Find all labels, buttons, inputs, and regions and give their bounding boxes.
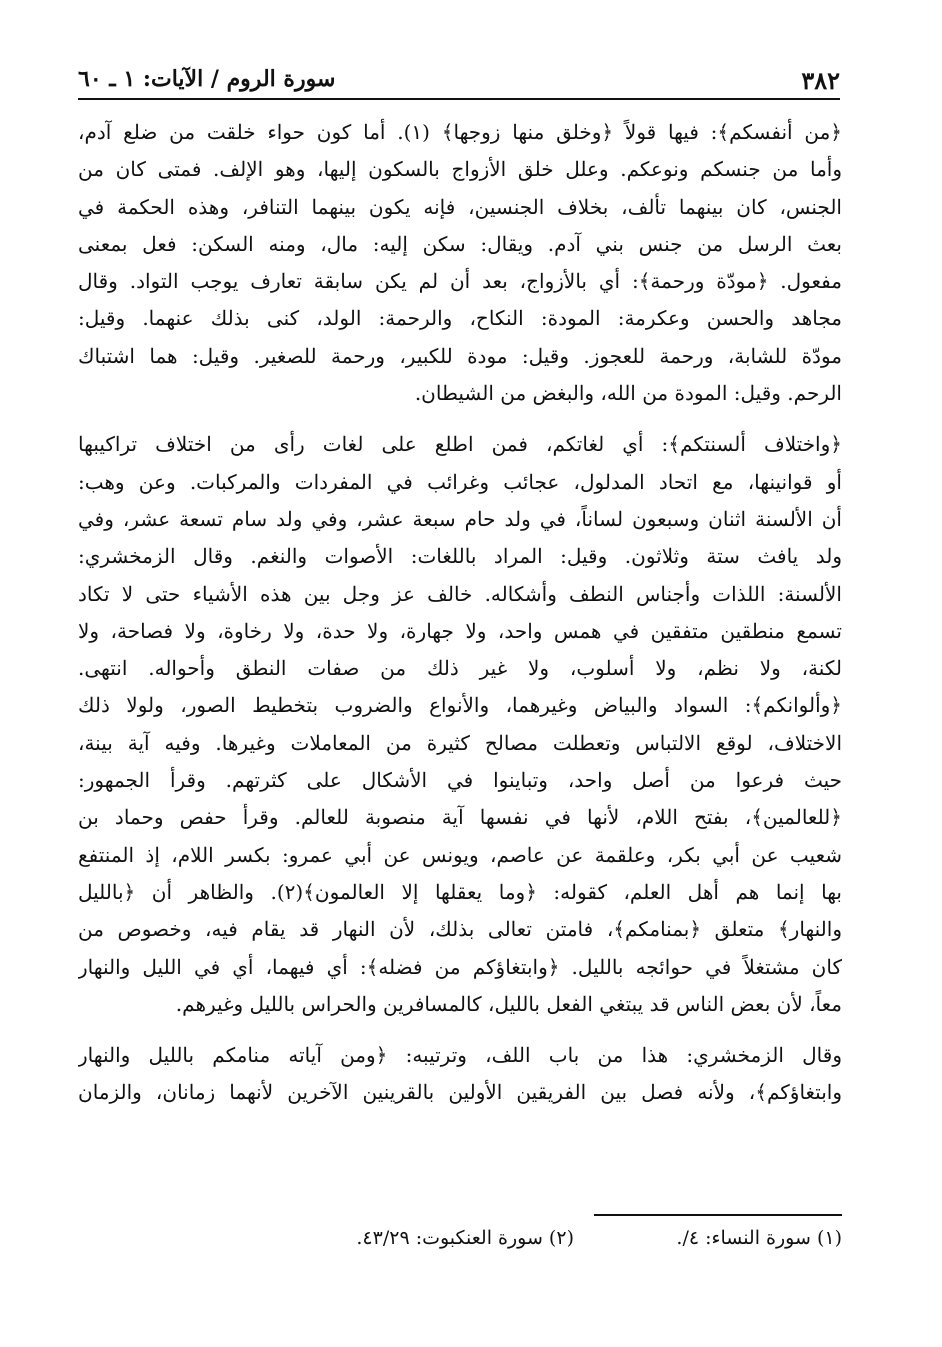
page-header	[78, 64, 840, 100]
text-line: تسمع منطقين متفقين في همس واحد، ولا جهارة، ولا حدة، ولا رخاوة، ولا فصاحة، ولا	[78, 618, 842, 643]
running-title: سورة الروم / الآيات: ١ ـ ٦٠	[78, 66, 336, 92]
text-line: مودّة للشابة، ورحمة للعجوز. وقيل: مودة للكبير، ورحمة للصغير. وقيل: هما اشتباك	[78, 343, 842, 368]
text-line: أن الألسنة اثنان وسبعون لساناً، في ولد حام سبعة عشر، وفي ولد سام تسعة عشر، وفي	[78, 506, 842, 531]
footnote-1: (١) سورة النساء: ٤/.	[676, 1227, 842, 1249]
text-line: لكنة، ولا نظم، ولا أسلوب، ولا غير ذلك من صفات النطق وأحواله. انتهى.	[78, 656, 842, 681]
footnote-divider	[594, 1214, 842, 1216]
text-line: الألسنة: اللذات وأجناس النطف وأشكاله. خالف عز وجل بين هذه الأشياء حتى لا تكاد	[78, 581, 842, 606]
text-line: الجنس، كان بينهما تألف، بخلاف الجنسين، فإنه يكون بينهما التنافر، وهذه الحكمة في	[78, 194, 842, 219]
text-line: أو قوانينها، مع اتحاد المدلول، عجائب وغرائب في المفردات والمركبات. وعن وهب:	[78, 469, 842, 494]
page-number: ٣٨٢	[801, 66, 840, 95]
text-line: الرحم. وقيل: المودة من الله، والبغض من الشيطان.	[414, 381, 842, 406]
text-line: شعيب عن أبي بكر، وعلقمة عن عاصم، ويونس عن أبي عمرو: بكسر اللام، إذ المنتفع	[78, 842, 842, 867]
text-line: الاختلاف، لوقع الالتباس وتعطلت مصالح كثيرة من المعاملات وغيرها. وفيه آية بينة،	[78, 730, 842, 755]
text-line: وأما من جنسكم ونوعكم. وعلل خلق الأزواج بالسكون إليها، وهو الإلف. فمتى كان من	[78, 157, 842, 182]
text-line: مجاهد والحسن وعكرمة: المودة: النكاح، والرحمة: الولد، كنى بذلك عنهما. وقيل:	[78, 306, 842, 331]
body-text	[78, 114, 842, 1112]
text-line: بعث الرسل من جنس بني آدم. ويقال: سكن إليه: مال، ومنه السكن: فعل بمعنى	[78, 231, 842, 256]
footnotes	[200, 1222, 842, 1254]
text-line: معاً، لأن بعض الناس قد يبتغي الفعل بالليل، كالمسافرين والحراس بالليل وغيرهم.	[175, 991, 842, 1016]
text-line: وابتغاؤكم﴾، ولأنه فصل بين الفريقين الأولين بالقرينين الآخرين لأنهما زمانان، والزمان	[78, 1080, 842, 1105]
text-line: والنهار﴾ متعلق ﴿بمنامكم﴾، فامتن تعالى بذلك، لأن النهار قد يقام فيه، وخصوص من	[78, 917, 842, 942]
text-line: حيث فرعوا من أصل واحد، وتباينوا في الأشكال على كثرتهم. وقرأ الجمهور:	[78, 768, 842, 793]
text-line: ﴿للعالمين﴾، بفتح اللام، لأنها في نفسها آية منصوبة للعالم. وقرأ حفص وحماد بن	[78, 805, 842, 830]
text-line: ﴿واختلاف ألسنتكم﴾: أي لغاتكم، فمن اطلع على لغات رأى من اختلاف تراكيبها	[78, 432, 842, 457]
paragraph-3	[78, 1037, 842, 1112]
text-line: ﴿وألوانكم﴾: السواد والبياض وغيرهما، والأنواع والضروب بتخطيط الصور، ولولا ذلك	[78, 693, 842, 718]
text-line: وقال الزمخشري: هذا من باب اللف، وترتيبه: ﴿ومن آياته منامكم بالليل والنهار	[78, 1043, 842, 1068]
footnote-2: (٢) سورة العنكبوت: ٤٣/٢٩.	[356, 1227, 574, 1249]
text-line: ولد يافث ستة وثلاثون. وقيل: المراد باللغات: الأصوات والنغم. وقال الزمخشري:	[78, 544, 842, 569]
text-line: بها إنما هم أهل العلم، كقوله: ﴿وما يعقلها إلا العالمون﴾(٢). والظاهر أن ﴿بالليل	[78, 879, 842, 904]
text-line: مفعول. ﴿مودّة ورحمة﴾: أي بالأزواج، بعد أن لم يكن سابقة تعارف يوجب التواد. وقال	[78, 269, 842, 294]
text-line: كان مشتغلاً في حوائجه بالليل. ﴿وابتغاؤكم من فضله﴾: أي فيهما، أي في الليل والنهار	[78, 954, 842, 979]
paragraph-1	[78, 114, 842, 412]
paragraph-2	[78, 426, 842, 1023]
text-line: ﴿من أنفسكم﴾: فيها قولاً ﴿وخلق منها زوجها﴾ (١). أما كون حواء خلقت من ضلع آدم،	[78, 120, 842, 144]
